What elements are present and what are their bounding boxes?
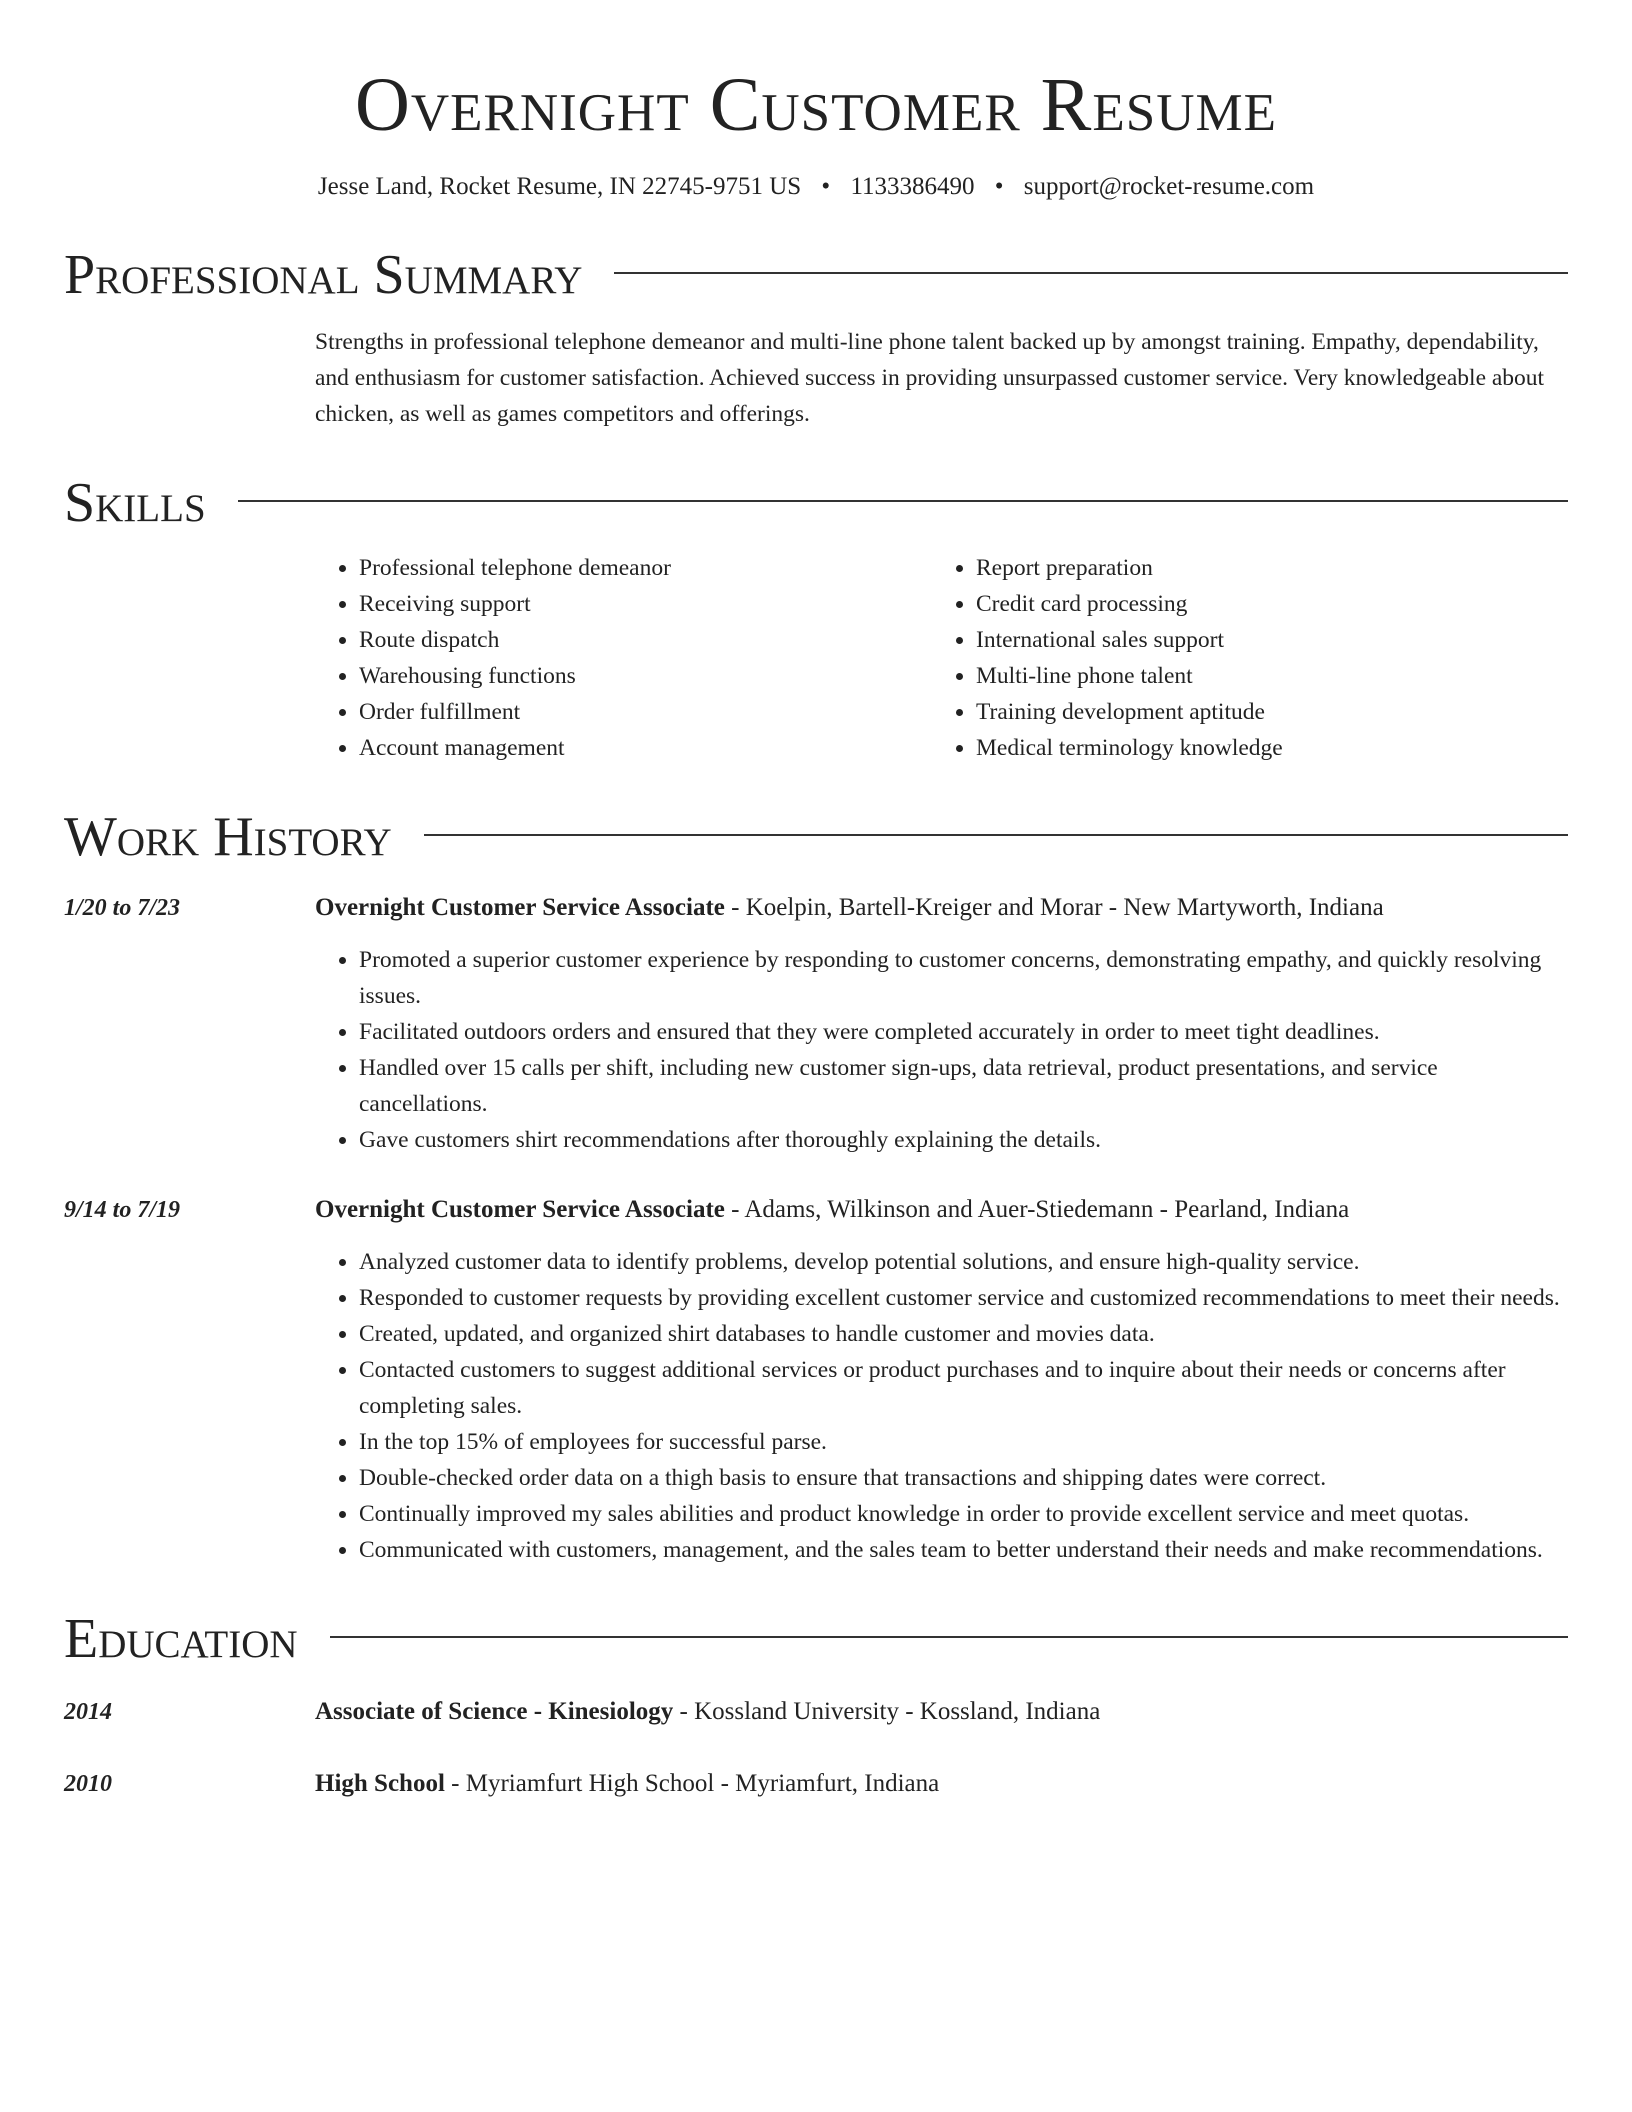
job-bullet: • Gave customers shirt recommendations after thoroughly explaining the details. <box>359 1122 1568 1158</box>
job-bullet: • Handled over 15 calls per shift, including new customer sign-ups, data retrieval, product presentations, and service cancellations. <box>359 1050 1568 1122</box>
job-headline <box>315 1192 1568 1228</box>
job-bullet: • In the top 15% of employees for successful parse. <box>359 1424 1568 1460</box>
education-entry <box>64 1766 1568 1802</box>
job-entry <box>64 1192 1568 1568</box>
education-details: - Kossland University - Kossland, Indiana <box>673 1698 1101 1725</box>
education-heading: Education <box>64 1608 298 1670</box>
job-bullet: • Promoted a superior customer experience by responding to customer concerns, demonstrating empathy, and quickly resolving issues. <box>359 942 1568 1014</box>
skills-section-header <box>64 470 1568 536</box>
education-degree: High School <box>315 1770 445 1797</box>
summary-section-header <box>64 242 1568 308</box>
contact-address: Jesse Land, Rocket Resume, IN 22745-9751 US <box>317 173 802 200</box>
job-entry <box>64 890 1568 1158</box>
job-bullet: • Responded to customer requests by providing excellent customer service and customized recommendations to meet their needs. <box>359 1280 1568 1316</box>
education-degree: Associate of Science - Kinesiology <box>315 1698 674 1725</box>
job-details: - Koelpin, Bartell-Kreiger and Morar - New Martyworth, Indiana <box>724 894 1384 921</box>
contact-line <box>64 170 1568 204</box>
section-divider <box>424 834 1568 836</box>
education-date: 2014 <box>64 1699 112 1725</box>
job-bullet: • Continually improved my sales abilities and product knowledge in order to provide excellent service and meet quotas. <box>359 1496 1568 1532</box>
job-bullets <box>315 942 1568 1158</box>
job-body <box>315 890 1568 1158</box>
education-line <box>315 1694 1100 1730</box>
skill-item: • Account management <box>359 730 932 766</box>
skills-list <box>315 550 1568 766</box>
skills-heading: Skills <box>64 472 206 534</box>
section-divider <box>614 272 1568 274</box>
contact-separator: • <box>821 173 831 200</box>
job-body <box>315 1192 1568 1568</box>
skill-item: • Multi-line phone talent <box>976 658 1549 694</box>
summary-text: Strengths in professional telephone demeanor and multi-line phone talent backed up by amongst training. Empathy, dependability, and enthusiasm for customer satisfaction. Achieved success in providing unsurpassed customer service. Very knowledgeable about chicken, as well as games competitors and offerings. <box>315 329 1545 427</box>
job-bullet: • Analyzed customer data to identify problems, develop potential solutions, and ensure high-quality service. <box>359 1244 1568 1280</box>
section-divider <box>330 1636 1568 1638</box>
skill-item: • Training development aptitude <box>976 694 1549 730</box>
education-section-header <box>64 1606 1568 1672</box>
education-details: - Myriamfurt High School - Myriamfurt, Indiana <box>444 1770 940 1797</box>
education-line <box>315 1766 939 1802</box>
skill-item: • Route dispatch <box>359 622 932 658</box>
job-bullet: • Double-checked order data on a thigh basis to ensure that transactions and shipping dates were correct. <box>359 1460 1568 1496</box>
skill-item: • Warehousing functions <box>359 658 932 694</box>
skills-column-right <box>932 550 1549 766</box>
job-date: 1/20 to 7/23 <box>64 895 181 921</box>
skill-item: • Medical terminology knowledge <box>976 730 1549 766</box>
skill-item: • Receiving support <box>359 586 932 622</box>
job-title: Overnight Customer Service Associate <box>315 894 725 921</box>
contact-separator: • <box>994 173 1004 200</box>
skills-column-left <box>315 550 932 766</box>
job-details: - Adams, Wilkinson and Auer-Stiedemann - Pearland, Indiana <box>724 1196 1350 1223</box>
summary-heading: Professional Summary <box>64 244 583 306</box>
job-title: Overnight Customer Service Associate <box>315 1196 725 1223</box>
skill-item: • Credit card processing <box>976 586 1549 622</box>
section-divider <box>238 500 1568 502</box>
job-bullets <box>315 1244 1568 1568</box>
work-section-header <box>64 804 1568 870</box>
job-bullet: • Contacted customers to suggest additional services or product purchases and to inquire about their needs or concerns after completing sales. <box>359 1352 1568 1424</box>
job-bullet: • Facilitated outdoors orders and ensured that they were completed accurately in order to meet tight deadlines. <box>359 1014 1568 1050</box>
work-heading: Work History <box>64 806 392 868</box>
skill-item: • Professional telephone demeanor <box>359 550 932 586</box>
education-date: 2010 <box>64 1771 112 1797</box>
job-date: 9/14 to 7/19 <box>64 1197 181 1223</box>
skill-item: • Order fulfillment <box>359 694 932 730</box>
job-headline <box>315 890 1568 926</box>
education-entry <box>64 1694 1568 1730</box>
skill-item: • International sales support <box>976 622 1549 658</box>
job-bullet: • Created, updated, and organized shirt databases to handle customer and movies data. <box>359 1316 1568 1352</box>
contact-email: support@rocket-resume.com <box>1023 173 1315 200</box>
skill-item: • Report preparation <box>976 550 1549 586</box>
contact-phone: 1133386490 <box>850 173 975 200</box>
job-bullet: • Communicated with customers, management, and the sales team to better understand their needs and make recommendations. <box>359 1532 1568 1568</box>
resume-title: Overnight Customer Resume <box>354 63 1278 147</box>
